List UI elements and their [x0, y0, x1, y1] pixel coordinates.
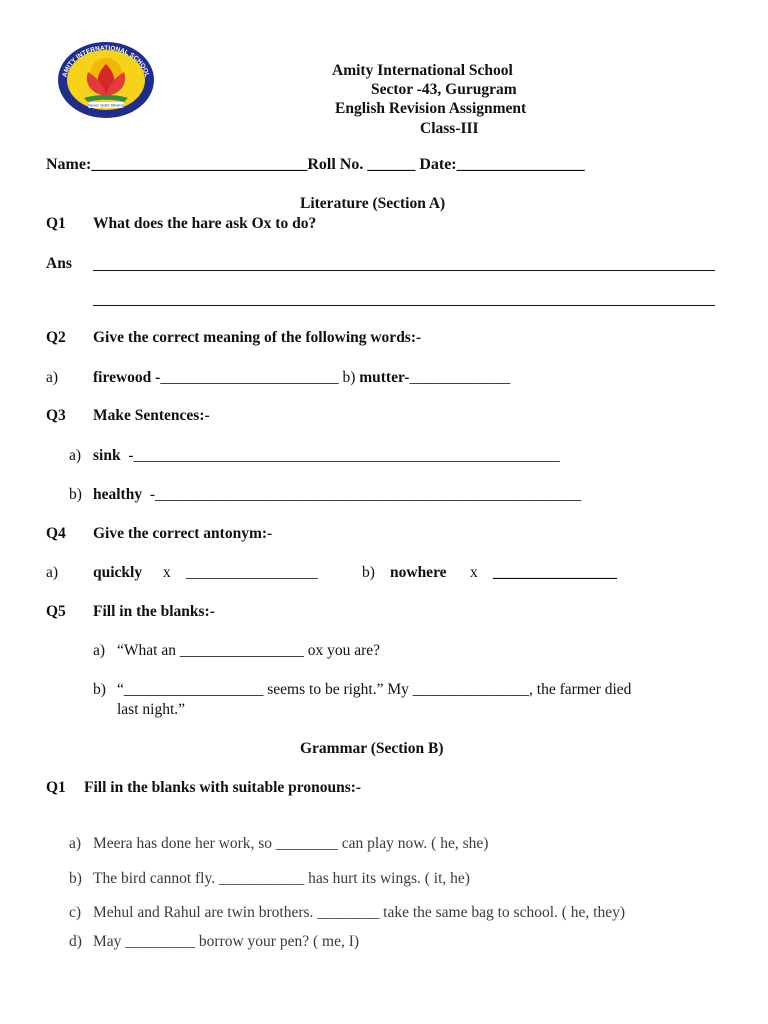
answer-line-2[interactable] [93, 305, 715, 306]
q4-word-a: quickly [93, 564, 143, 581]
q4-label-b: b) [362, 564, 375, 581]
q3-number: Q3 [46, 407, 66, 424]
school-logo [56, 40, 156, 120]
grammar-q1-text: Fill in the blanks with suitable pronouns:- [84, 779, 362, 796]
q5-number: Q5 [46, 603, 66, 620]
q3-text: Make Sentences:- [93, 407, 210, 424]
q1-text: What does the hare ask Ox to do? [93, 215, 317, 232]
q2-row [93, 369, 510, 387]
pronoun-item-d: May _________ borrow your pen? ( me, I) [93, 933, 360, 950]
q5-label-b: b) [93, 681, 106, 698]
q5-text: Fill in the blanks:- [93, 603, 215, 620]
q2-word-a: firewood - [93, 369, 161, 386]
pronoun-item-b: The bird cannot fly. ___________ has hurt its wings. ( it, he) [93, 870, 470, 887]
answer-line-1[interactable] [93, 270, 715, 271]
q4-blank-b[interactable]: ________________ [493, 564, 617, 581]
q4-text: Give the correct antonym:- [93, 525, 273, 542]
pronoun-label-c: c) [69, 904, 82, 921]
grammar-q1-number: Q1 [46, 779, 66, 796]
school-sector: Sector -43, Gurugram [371, 81, 517, 98]
section-b-title: Grammar (Section B) [300, 740, 444, 757]
q2-text: Give the correct meaning of the following words:- [93, 329, 422, 346]
school-name: Amity International School [332, 62, 513, 79]
q5-label-a: a) [93, 642, 106, 659]
q3-label-b: b) [69, 486, 82, 503]
section-a-title: Literature (Section A) [300, 195, 446, 212]
q1-number: Q1 [46, 215, 66, 232]
q3-word-b: healthy [93, 486, 143, 503]
q5-text-a: “What an ________________ ox you are? [117, 642, 381, 659]
pronoun-label-a: a) [69, 835, 82, 852]
q4-blank-a[interactable]: _________________ [186, 564, 318, 581]
q3-blank-a[interactable]: -_______________________________________________________ [128, 447, 560, 464]
q3-row-a [93, 447, 560, 465]
q3-label-a: a) [69, 447, 82, 464]
class-label: Class-III [420, 120, 479, 137]
q4-label-a: a) [46, 564, 59, 581]
q3-word-a: sink [93, 447, 121, 464]
q2-number: Q2 [46, 329, 66, 346]
q4-x-b: x [470, 564, 478, 581]
assignment-title: English Revision Assignment [335, 100, 527, 117]
pronoun-item-a: Meera has done her work, so ________ can play now. ( he, she) [93, 835, 489, 852]
q5-text-b-line1: “__________________ seems to be right.” My _______________, the farmer died [117, 681, 632, 698]
q4-word-b: nowhere [390, 564, 447, 581]
logo-motto: Never Quits Striving [88, 102, 124, 108]
q2-blank-a[interactable]: _______________________ [160, 369, 339, 386]
pronoun-item-c: Mehul and Rahul are twin brothers. ________ take the same bag to school. ( he, they) [93, 904, 626, 921]
answer-label: Ans [46, 255, 72, 272]
q4-x-a: x [163, 564, 171, 581]
q2-blank-b[interactable]: _____________ [409, 369, 511, 386]
q2-label-b: b) [342, 369, 356, 386]
q2-label-a: a) [46, 369, 59, 386]
logo-ring-text: AMITY INTERNATIONAL SCHOOL [61, 44, 151, 79]
q5-text-b-line2: last night.” [117, 701, 186, 718]
pronoun-label-d: d) [69, 933, 82, 950]
pronoun-label-b: b) [69, 870, 82, 887]
q2-word-b: mutter- [359, 369, 410, 386]
q4-number: Q4 [46, 525, 66, 542]
q3-row-b [93, 486, 581, 504]
q3-blank-b[interactable]: -_______________________________________________________ [149, 486, 582, 503]
name-roll-date-line: Name:___________________________Roll No. ______ Date:________________ [46, 156, 585, 173]
